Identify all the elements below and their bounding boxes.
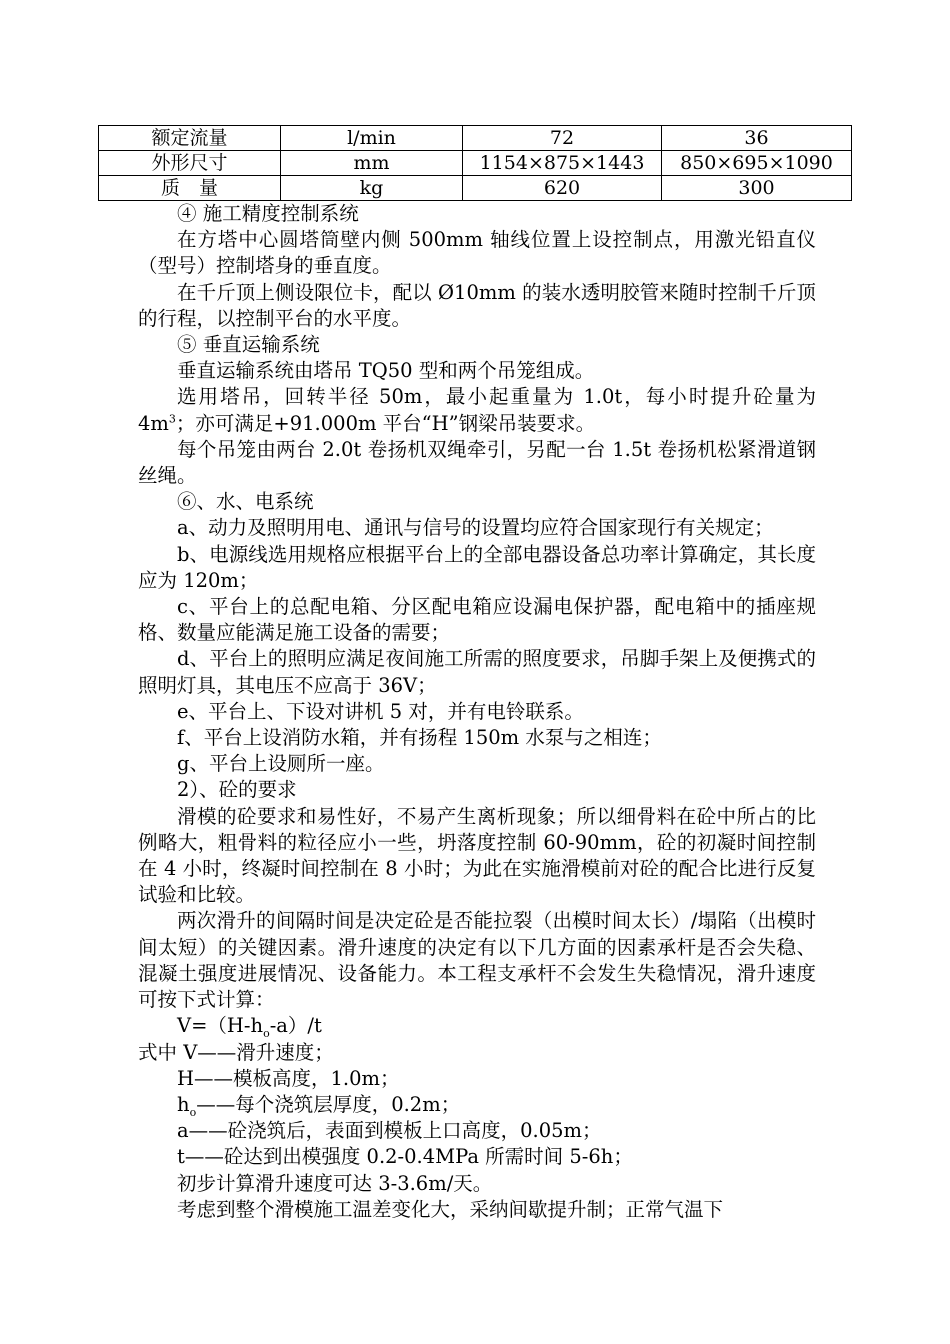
formula	[138, 1013, 816, 1039]
paragraph: 初步计算滑升速度可达 3-3.6m/天。	[177, 1171, 493, 1195]
table-cell: mm	[281, 151, 463, 176]
table-cell: 36	[662, 126, 852, 151]
list-item: e、平台上、下设对讲机 5 对，并有电铃联系。	[177, 699, 584, 723]
paragraph: 在方塔中心圆塔筒壁内侧 500mm 轴线位置上设控制点，用激光铅直仪（型号）控制塔身的垂直度。	[138, 228, 816, 278]
table-cell: 额定流量	[99, 126, 281, 151]
section-heading-water-electric: ⑥、水、电系统	[177, 490, 314, 514]
text-run: ——每个浇筑层厚度，0.2m；	[196, 1092, 461, 1116]
document-body	[138, 201, 816, 1223]
subscript: o	[189, 1105, 197, 1119]
table-cell: kg	[281, 176, 463, 201]
table-cell: 72	[463, 126, 662, 151]
paragraph: 每个吊笼由两台 2.0t 卷扬机双绳牵引，另配一台 1.5t 卷扬机松紧滑道钢丝绳。	[138, 437, 816, 488]
table-cell: 外形尺寸	[99, 151, 281, 176]
formula-legend-title: 式中 V——滑升速度；	[138, 1040, 334, 1064]
equipment-spec-table	[98, 125, 852, 201]
table-cell: 620	[463, 176, 662, 201]
superscript: 3	[168, 412, 176, 426]
list-item: b、电源线选用规格应根据平台上的全部电器设备总功率计算确定，其长度应为 120m；	[138, 542, 816, 592]
subscript: o	[263, 1027, 270, 1041]
formula-legend-item: a——砼浇筑后，表面到模板上口高度，0.05m；	[177, 1119, 602, 1143]
paragraph: 两次滑升的间隔时间是决定砼是否能拉裂（出模时间太长）/塌陷（出模时间太短）的关键因素。滑升速度的决定有以下几方面的因素承杆是否会失稳、混凝土强度进展情况、设备能力。本工程支承杆不会发生失稳情况，滑升速度可按下式计算：	[138, 909, 816, 1012]
text-run: -a）/t	[269, 1014, 322, 1038]
table-row	[99, 176, 852, 201]
text-run: 选用塔吊，回转半径 50m，最小起重量为 1.0t，每小时提升砼量为 4m	[138, 385, 816, 435]
table-cell: 1154×875×1443	[463, 151, 662, 176]
list-item: g、平台上设厕所一座。	[177, 752, 385, 776]
list-item: d、平台上的照明应满足夜间施工所需的照度要求，吊脚手架上及便携式的照明灯具，其电压不应高于 36V；	[138, 647, 816, 697]
paragraph-tower-crane	[138, 384, 816, 436]
paragraph: 考虑到整个滑模施工温差变化大，采纳间歇提升制；正常气温下	[177, 1197, 724, 1221]
formula-legend-item: H——模板高度，1.0m；	[177, 1066, 400, 1090]
table-row	[99, 151, 852, 176]
paragraph: 垂直运输系统由塔吊 TQ50 型和两个吊笼组成。	[177, 359, 595, 383]
list-item: f、平台上设消防水箱，并有扬程 150m 水泵与之相连；	[177, 726, 662, 750]
formula-legend-item: t——砼达到出模强度 0.2-0.4MPa 所需时间 5-6h；	[177, 1145, 633, 1169]
table-row	[99, 126, 852, 151]
paragraph: 滑模的砼要求和易性好，不易产生离析现象；所以细骨料在砼中所占的比例略大，粗骨料的粒径应小一些，坍落度控制 60-90mm，砼的初凝时间控制在 4 小时，终凝时间控制在 8 小时；为此在实施滑模前对砼的配合比进行反复试验和比较。	[138, 804, 816, 907]
text-run: h	[177, 1092, 190, 1116]
table-cell: 850×695×1090	[662, 151, 852, 176]
text-run: V=（H-h	[177, 1014, 264, 1038]
list-item: c、平台上的总配电箱、分区配电箱应设漏电保护器，配电箱中的插座规格、数量应能满足施工设备的需要；	[138, 595, 816, 645]
table-cell: 300	[662, 176, 852, 201]
table-cell: l/min	[281, 126, 463, 151]
section-heading-precision-control: ④ 施工精度控制系统	[177, 202, 359, 225]
section-heading-concrete: 2）、砼的要求	[177, 778, 297, 802]
list-item: a、动力及照明用电、通讯与信号的设置均应符合国家现行有关规定；	[177, 516, 774, 540]
section-heading-vertical-transport: ⑤ 垂直运输系统	[177, 333, 320, 357]
table-cell: 质 量	[99, 176, 281, 201]
paragraph: 在千斤顶上侧设限位卡，配以 Ø10mm 的装水透明胶管来随时控制千斤顶的行程，以控制平台的水平度。	[138, 280, 816, 330]
formula-legend-item	[138, 1092, 816, 1118]
text-run: ；亦可满足+91.000m 平台“H”钢梁吊装要求。	[175, 411, 596, 435]
